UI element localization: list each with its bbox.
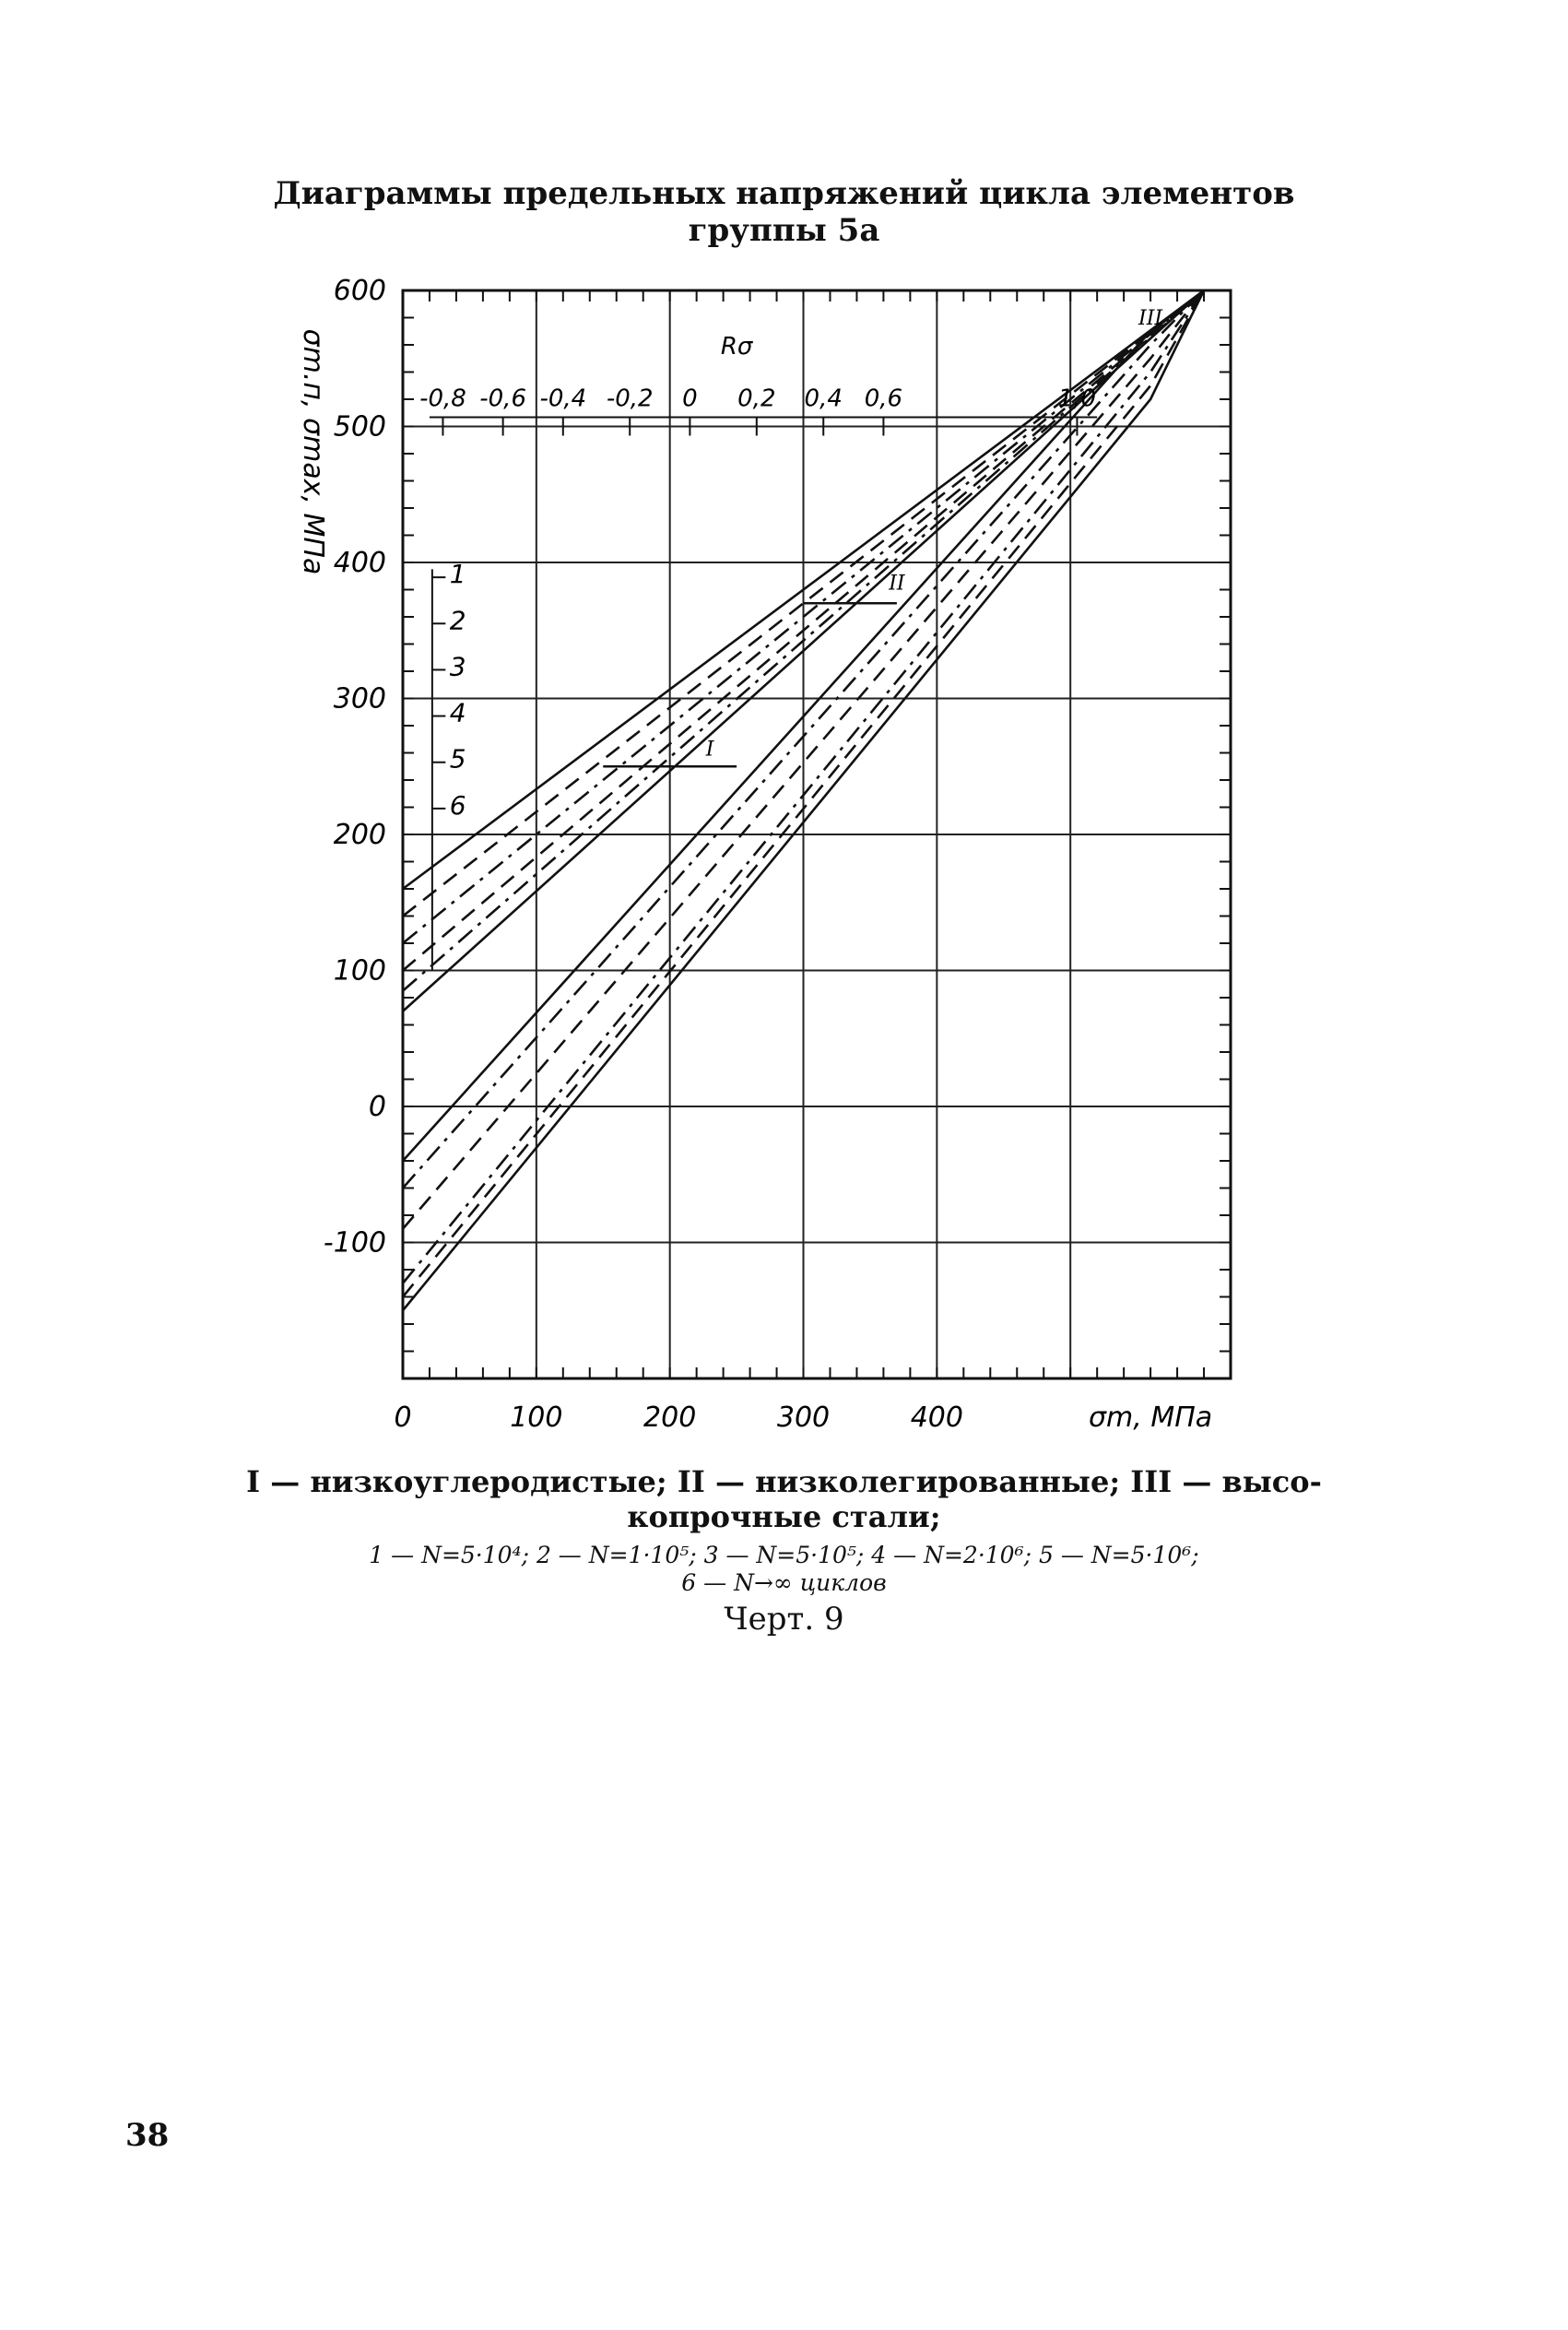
y-tick-label: 300 — [333, 682, 386, 716]
x-tick-label: 100 — [510, 1402, 563, 1434]
y-tick-label: 100 — [333, 954, 386, 988]
x-tick-label: 300 — [776, 1402, 831, 1434]
y-axis-label: σm.п, σmax, МПа — [297, 328, 329, 575]
page-number: 38 — [125, 2117, 170, 2154]
r-tick-label: 0,4 — [804, 384, 843, 413]
y-tick-label: 600 — [333, 275, 386, 307]
r-tick-label: 0,2 — [737, 384, 776, 413]
legend-number: 6 — [449, 789, 466, 821]
caption-cycles — [0, 1542, 1568, 1597]
legend-number: 2 — [449, 605, 466, 636]
r-tick-label: -0,6 — [479, 384, 526, 413]
steel-group-label: II — [889, 572, 905, 596]
caption-cycles-line-1: 1 — N=5·10⁴; 2 — N=1·10⁵; 3 — N=5·10⁵; 4 — N=2·10⁶; 5 — N=5·10⁶; — [369, 1542, 1199, 1568]
x-axis-label: σm, МПа — [1089, 1402, 1213, 1434]
r-tick-label: -0,8 — [419, 384, 466, 413]
y-tick-label: -100 — [323, 1226, 386, 1260]
figure-label: Черт. 9 — [724, 1601, 844, 1638]
y-tick-label: 500 — [333, 410, 386, 444]
legend-number: 3 — [449, 651, 466, 682]
legend-number: 1 — [449, 559, 466, 590]
r-tick-label: 0 — [682, 384, 698, 413]
x-tick-label: 0 — [394, 1402, 412, 1434]
legend-number: 5 — [449, 743, 466, 775]
y-tick-label: 0 — [368, 1091, 386, 1123]
steel-group-label: III — [1138, 306, 1163, 330]
x-tick-label: 200 — [643, 1402, 697, 1434]
steel-group-label: I — [705, 738, 714, 762]
caption-steel-line-2: копрочные стали; — [627, 1499, 941, 1534]
legend-number: 4 — [449, 697, 466, 728]
caption-cycles-line-2: 6 — N→∞ циклов — [681, 1569, 887, 1596]
title-line-2: группы 5а — [688, 212, 880, 249]
y-tick-label: 400 — [333, 547, 386, 579]
title-line-1: Диаграммы предельных напряжений цикла элементов — [273, 175, 1295, 212]
r-scale-title: Rσ — [720, 333, 753, 361]
r-tick-label: -0,4 — [539, 384, 587, 413]
caption-steel-line-1: I — низкоуглеродистые; II — низколегированные; III — высо- — [246, 1464, 1322, 1499]
x-tick-label: 400 — [910, 1402, 963, 1434]
r-tick-label: 0,6 — [864, 384, 903, 413]
r-tick-label: 1,0 — [1057, 384, 1097, 413]
y-tick-label: 200 — [333, 819, 386, 851]
r-tick-label: -0,2 — [606, 384, 654, 413]
caption-steel-groups — [0, 1464, 1568, 1534]
